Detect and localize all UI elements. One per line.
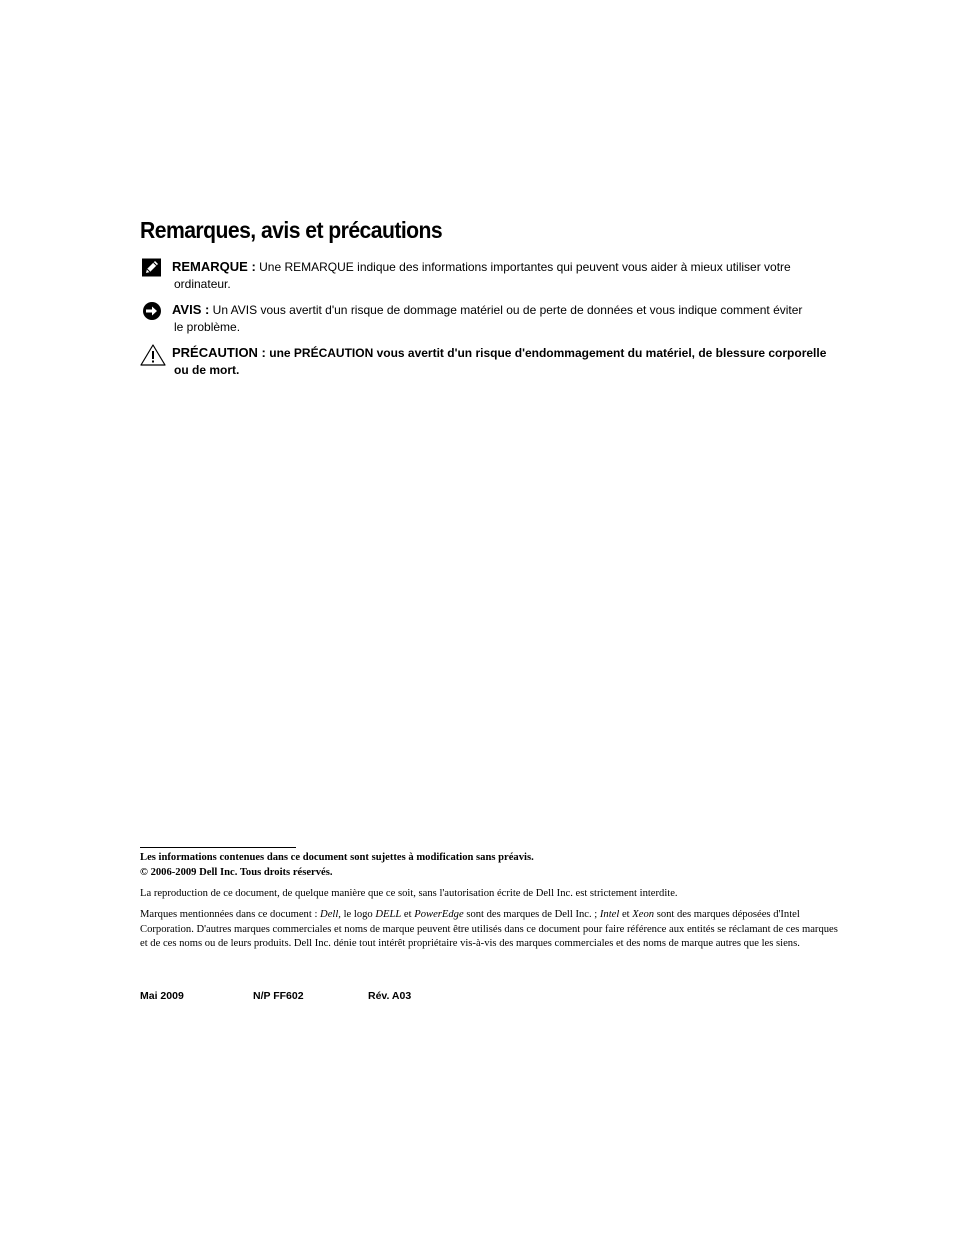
trademark-text: sont des marques déposées d'Intel Corporation. D'autres marques commerciales et noms de marque peuvent être utilisés dans ce document pour faire référence aux entités se réclamant de ces marques et de ces noms ou de leurs produits. Dell Inc. dénie tout intérêt propriétaire vis-à-vis des marques commerciales et des noms de marque autres que les siens. <box>140 909 838 949</box>
precaution-text-cont: ou de mort. <box>174 363 240 377</box>
page-title: Remarques, avis et précautions <box>140 217 443 243</box>
trademark-xeon: Xeon <box>632 909 655 920</box>
trademark-text: Marques mentionnées dans ce document : <box>140 909 321 920</box>
reproduction-notice: La reproduction de ce document, de quelque manière que ce soit, sans l'autorisation écrite de Dell Inc. est strictement interdite. <box>140 888 678 899</box>
precaution-text: une PRÉCAUTION vous avertit d'un risque d'endommagement du matériel, de blessure corporelle <box>269 346 827 360</box>
copyright-notice: © 2006-2009 Dell Inc. Tous droits réservés. <box>140 866 333 878</box>
trademark-notice <box>140 908 845 952</box>
avis-label: AVIS : <box>172 302 210 317</box>
trademark-text: , le logo <box>338 909 376 920</box>
legal-notice <box>140 851 845 880</box>
warning-triangle-icon <box>140 344 166 371</box>
precaution-label: PRÉCAUTION : <box>172 345 266 360</box>
trademark-poweredge: PowerEdge <box>414 909 464 920</box>
trademark-text: et <box>401 909 415 920</box>
remarque-text: Une REMARQUE indique des informations importantes qui peuvent vous aider à mieux utiliser votre <box>259 260 791 274</box>
remarque-label: REMARQUE : <box>172 259 256 274</box>
modification-notice: Les informations contenues dans ce document sont sujettes à modification sans préavis. <box>140 852 534 863</box>
remarque-text-cont: ordinateur. <box>174 277 231 291</box>
divider-line <box>140 847 296 848</box>
avis-text: Un AVIS vous avertit d'un risque de dommage matériel ou de perte de données et vous indique comment éviter <box>212 303 803 317</box>
trademark-text: sont des marques de Dell Inc. ; <box>463 909 600 920</box>
publication-date: Mai 2009 <box>140 990 184 1002</box>
part-number: N/P FF602 <box>253 990 304 1002</box>
trademark-intel: Intel <box>599 909 620 920</box>
revision-number: Rév. A03 <box>368 990 412 1002</box>
avis-text-cont: le problème. <box>174 320 241 334</box>
trademark-dell-logo: DELL <box>375 909 402 920</box>
arrow-circle-icon <box>140 301 162 326</box>
pencil-note-icon <box>140 258 162 283</box>
trademark-text: et <box>619 909 633 920</box>
trademark-dell: Dell <box>320 909 339 920</box>
